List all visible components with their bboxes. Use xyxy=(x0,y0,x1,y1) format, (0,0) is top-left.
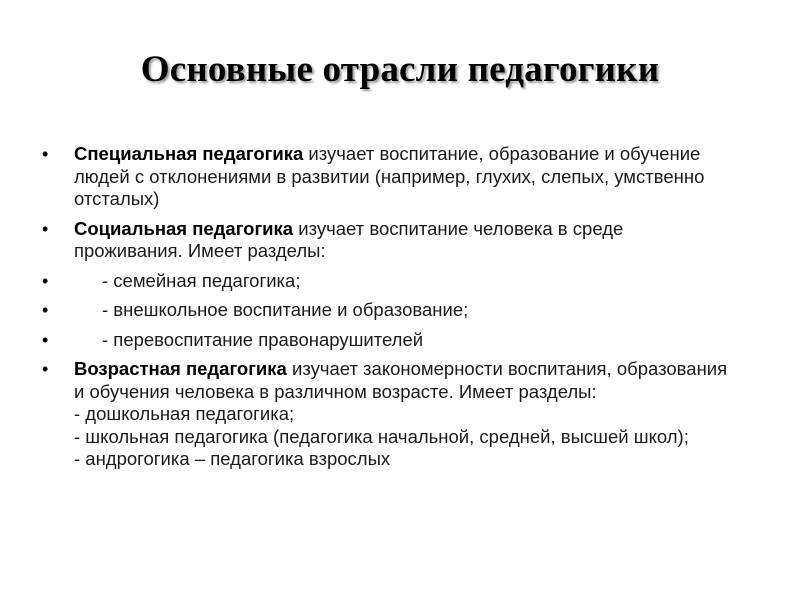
bullet-text: изучает воспитание, образование и обучение людей с отклонениями в развитии (например, глухих, слепых, умственно отсталых) xyxy=(74,143,705,209)
bullet-list xyxy=(42,143,732,478)
bullet-text: изучает закономерности воспитания, образования и обучения человека в различном возрасте. Имеет разделы: xyxy=(74,358,728,402)
bullet-text: - внешкольное воспитание и образование; xyxy=(102,299,469,320)
age-section-preschool: - дошкольная педагогика; xyxy=(74,403,295,424)
bullet-re-education xyxy=(42,329,732,352)
bullet-marker: • xyxy=(42,359,49,379)
bullet-text: - семейная педагогика; xyxy=(102,269,301,291)
age-section-school: - школьная педагогика (педагогика начальной, средней, высшей школ); xyxy=(74,425,689,447)
age-section-andragogy: - андрогогика – педагогика взрослых xyxy=(74,448,391,469)
bullet-text: - перевоспитание правонарушителей xyxy=(102,328,424,350)
bullet-extracurricular-education xyxy=(42,299,732,322)
term-age-pedagogy: Возрастная педагогика xyxy=(74,358,287,379)
bullet-marker: • xyxy=(42,218,49,239)
bullet-marker: • xyxy=(42,300,49,320)
bullet-marker: • xyxy=(42,144,49,164)
bullet-marker: • xyxy=(42,329,49,350)
bullet-social-pedagogy xyxy=(42,218,732,263)
bullet-family-pedagogy xyxy=(42,270,732,293)
bullet-marker: • xyxy=(42,270,49,291)
bullet-age-pedagogy xyxy=(42,358,732,471)
term-social-pedagogy: Социальная педагогика xyxy=(74,217,294,239)
slide-title: Основные отрасли педагогики xyxy=(140,49,660,90)
bullet-special-pedagogy xyxy=(42,143,732,211)
term-special-pedagogy: Специальная педагогика xyxy=(74,143,304,164)
bullet-text: изучает воспитание человека в среде проживания. Имеет разделы: xyxy=(74,217,624,261)
